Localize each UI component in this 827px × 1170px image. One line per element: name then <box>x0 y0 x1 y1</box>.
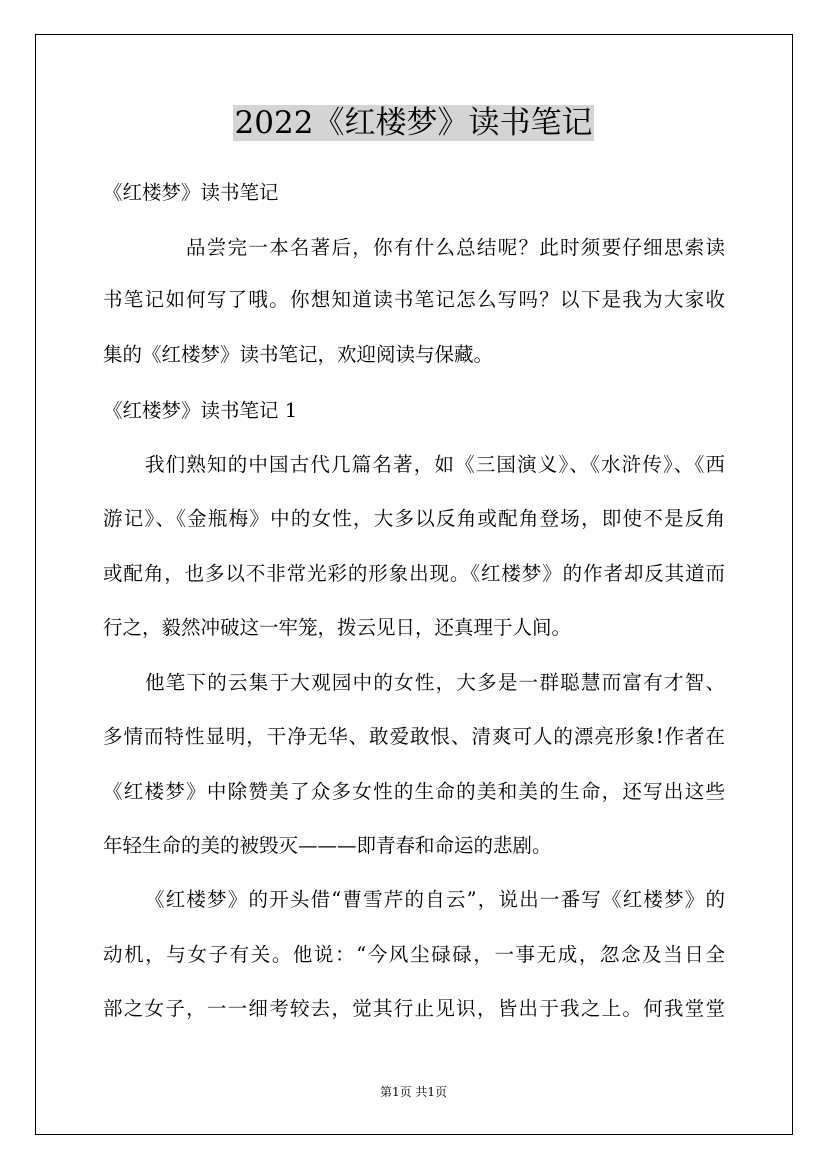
intro-line-2: 书笔记如何写了哦。你想知道读书笔记怎么写吗？以下是我为大家收 <box>103 288 725 311</box>
intro-line-3: 集的《红楼梦》读书笔记，欢迎阅读与保藏。 <box>103 343 494 366</box>
document-title: 2022《红楼梦》读书笔记 <box>234 105 593 141</box>
para2-line-4: 年轻生命的美的被毁灭———即青春和命运的悲剧。 <box>103 834 552 857</box>
para3-line-2: 动机，与女子有关。他说：“今风尘碌碌，一事无成，忽念及当日全 <box>103 943 725 966</box>
para1-line-2: 游记》、《金瓶梅》中的女性，大多以反角或配角登场，即使不是反角 <box>103 507 725 530</box>
para3-line-3: 部之女子，一一细考较去，觉其行止见识，皆出于我之上。何我堂堂 <box>103 997 725 1020</box>
para2-line-2: 多情而特性显明，干净无华、敢爱敢恨、清爽可人的漂亮形象!作者在 <box>103 725 725 748</box>
intro-line-1: 品尝完一本名著后，你有什么总结呢？此时须要仔细思索读 <box>186 236 725 259</box>
para1-line-4: 行之，毅然冲破这一牢笼，拨云见日，还真理于人间。 <box>103 616 572 639</box>
para3-line-1: 《红楼梦》的开头借“曹雪芹的自云”，说出一番写《红楼梦》的 <box>145 888 725 911</box>
para2-line-3: 《红楼梦》中除赞美了众多女性的生命的美和美的生命，还写出这些 <box>103 780 725 803</box>
page-footer: 第1页 共1页 <box>379 1085 448 1099</box>
para1-line-1: 我们熟知的中国古代几篇名著，如《三国演义》、《水浒传》、《西 <box>145 453 725 476</box>
subtitle-2: 《红楼梦》读书笔记 1 <box>103 399 298 422</box>
para2-line-1: 他笔下的云集于大观园中的女性，大多是一群聪慧而富有才智、 <box>145 671 725 694</box>
subtitle-1: 《红楼梦》读书笔记 <box>103 181 279 204</box>
para1-line-3: 或配角，也多以不非常光彩的形象出现。《红楼梦》的作者却反其道而 <box>103 562 725 585</box>
